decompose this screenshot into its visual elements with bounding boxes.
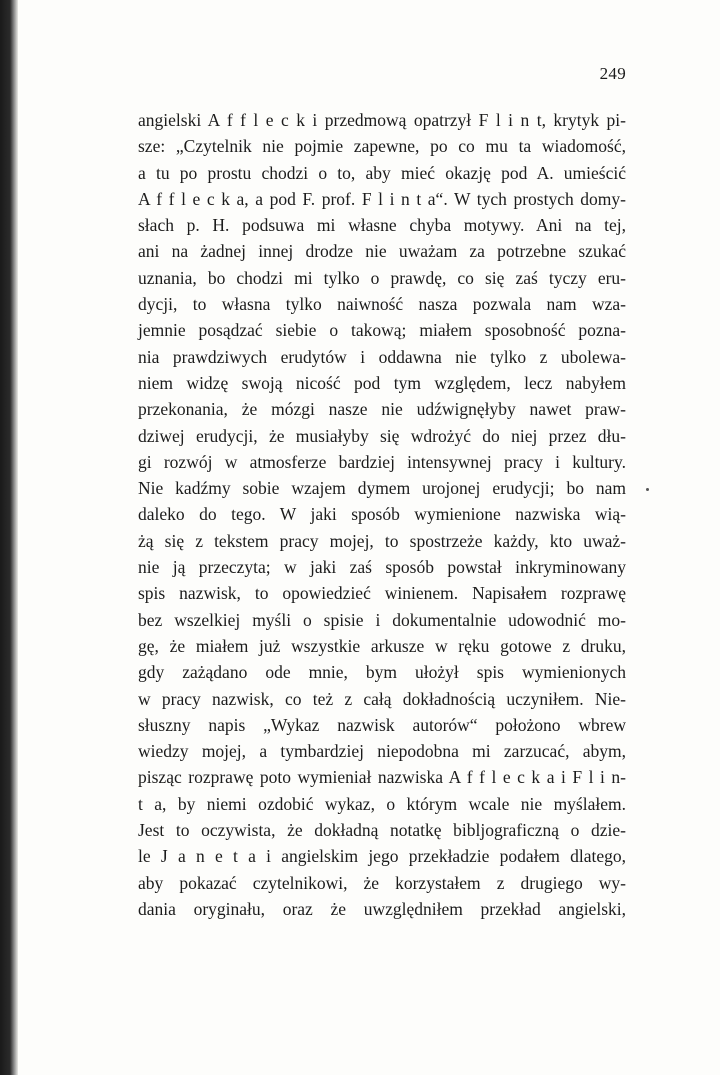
text-line: le J a n e t a i angielskim jego przekładzie podałem dlatego, bbox=[138, 846, 626, 867]
text-line: słuszny napis „Wykaz nazwisk autorów“ położono wbrew bbox=[138, 714, 626, 735]
text-line: niem widzę swoją nicość pod tym względem, lecz nabyłem bbox=[138, 372, 626, 393]
text-line: gdy zażądano ode mnie, bym ułożył spis wymienionych bbox=[138, 662, 626, 683]
text-line: a tu po prostu chodzi o to, aby mieć okazję pod A. umieścić bbox=[138, 162, 626, 183]
text-line: słach p. H. podsuwa mi własne chyba motywy. Ani na tej, bbox=[138, 215, 626, 236]
text-line: wiedzy mojej, a tymbardziej niepodobna mi zarzucać, abym, bbox=[138, 741, 626, 762]
text-line: t a, by niemi ozdobić wykaz, o którym wcale nie myślałem. bbox=[138, 793, 626, 814]
text-line: gę, że miałem już wszystkie arkusze w ręku gotowe z druku, bbox=[138, 635, 626, 656]
paper-speck bbox=[646, 488, 649, 491]
text-line: spis nazwisk, to opowiedzieć winienem. Napisałem rozprawę bbox=[138, 583, 626, 604]
text-line: dycji, to własna tylko naiwność nasza pozwala nam wza- bbox=[138, 294, 626, 315]
text-line: angielski A f f l e c k i przedmową opatrzył F l i n t, krytyk pi- bbox=[138, 110, 626, 130]
text-line: aby pokazać czytelnikowi, że korzystałem z drugiego wy- bbox=[138, 872, 626, 893]
text-line: żą się z tekstem pracy mojej, to spostrzeże każdy, kto uważ- bbox=[138, 530, 626, 551]
text-line: nia prawdziwych erudytów i oddawna nie tylko z ubolewa- bbox=[138, 346, 626, 367]
binding-edge bbox=[0, 0, 18, 1075]
text-line: dania oryginału, oraz że uwzględniłem przekład angielski, bbox=[138, 898, 626, 919]
text-line: sze: „Czytelnik nie pojmie zapewne, po co mu ta wiadomość, bbox=[138, 136, 626, 157]
text-line: gi rozwój w atmosferze bardziej intensywnej pracy i kultury. bbox=[138, 451, 626, 472]
text-line: nie ją przeczyta; w jaki zaś sposób powstał inkryminowany bbox=[138, 557, 626, 578]
text-line: Jest to oczywista, że dokładną notatkę bibljograficzną o dzie- bbox=[138, 820, 626, 841]
page-number: 249 bbox=[599, 64, 626, 83]
text-line: bez wszelkiej myśli o spisie i dokumentalnie udowodnić mo- bbox=[138, 609, 626, 630]
text-line: Nie kadźmy sobie wzajem dymem urojonej erudycji; bo nam bbox=[138, 478, 626, 499]
text-line: jemnie posądzać siebie o takową; miałem sposobność pozna- bbox=[138, 320, 626, 341]
text-line: pisząc rozprawę poto wymieniał nazwiska A f f l e c k a i F l i n- bbox=[138, 767, 626, 788]
text-line: w pracy nazwisk, co też z całą dokładnością uczyniłem. Nie- bbox=[138, 688, 626, 709]
text-line: ani na żadnej innej drodze nie uważam za potrzebne szukać bbox=[138, 241, 626, 262]
body-text bbox=[138, 107, 626, 922]
text-line: uznania, bo chodzi mi tylko o prawdę, co się zaś tyczy eru- bbox=[138, 267, 626, 288]
text-line: A f f l e c k a, a pod F. prof. F l i n t a“. W tych prostych domy- bbox=[138, 188, 626, 209]
text-line: daleko do tego. W jaki sposób wymienione nazwiska wią- bbox=[138, 504, 626, 525]
text-line: przekonania, że mózgi nasze nie udźwignęłyby nawet praw- bbox=[138, 399, 626, 420]
text-line: dziwej erudycji, że musiałyby się wdrożyć do niej przez dłu- bbox=[138, 425, 626, 446]
